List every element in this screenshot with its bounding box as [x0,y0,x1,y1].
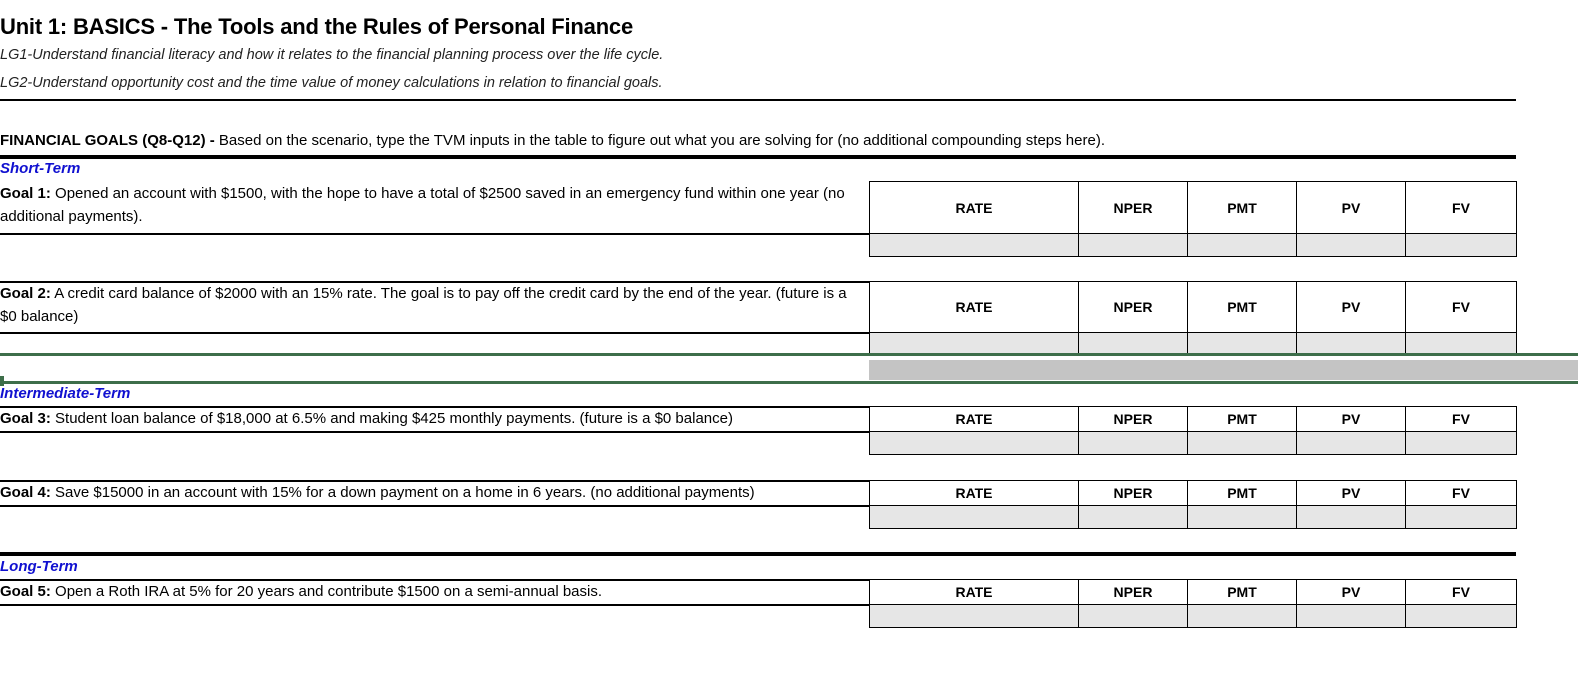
freeze-pane-line-bottom[interactable] [0,381,1578,384]
goal-1-input-rate[interactable] [870,234,1079,257]
section-divider-long [0,552,1516,556]
goal-4-input-pmt[interactable] [1188,506,1297,529]
goal-1-input-pv[interactable] [1297,234,1406,257]
goal-5-input-pmt[interactable] [1188,605,1297,628]
goal-1-label: Goal 1: [0,185,51,202]
goal-4-header-nper: NPER [1079,481,1188,506]
freeze-pane-line-top[interactable] [0,353,1578,356]
goal-4-header-pmt: PMT [1188,481,1297,506]
goal-4-label: Goal 4: [0,484,51,501]
goal-4-description[interactable] [0,481,860,504]
goal-2-header-fv: FV [1406,282,1517,333]
header-divider [0,99,1516,101]
goal-1-description[interactable] [0,182,860,228]
goal-3-description[interactable] [0,407,860,430]
goal-2-header-pmt: PMT [1188,282,1297,333]
goal-4-header-rate: RATE [870,481,1079,506]
goal-3-input-pv[interactable] [1297,432,1406,455]
page-title: Unit 1: BASICS - The Tools and the Rules of Personal Finance [0,14,634,39]
goal-2-input-fv[interactable] [1406,333,1517,354]
section-short-term: Short-Term [0,160,81,177]
goal-5-description[interactable] [0,580,860,603]
goal-2-tvm-table [869,281,1517,354]
goal-3-label: Goal 3: [0,410,51,427]
goal-5-header-pmt: PMT [1188,580,1297,605]
goal-4-input-nper[interactable] [1079,506,1188,529]
goal-2-label: Goal 2: [0,285,51,302]
goal-5-label: Goal 5: [0,583,51,600]
goal-3-header-pmt: PMT [1188,407,1297,432]
goal-3-header-pv: PV [1297,407,1406,432]
goal-5-underline [0,604,869,606]
goal-1-tvm-table [869,181,1517,257]
goal-3-text: Student loan balance of $18,000 at 6.5% and making $425 monthly payments. (future is a $0 balance) [50,410,733,427]
goal-1-underline [0,233,869,235]
goal-3-input-pmt[interactable] [1188,432,1297,455]
goal-4-input-fv[interactable] [1406,506,1517,529]
goal-4-input-rate[interactable] [870,506,1079,529]
goal-1-header-pmt: PMT [1188,182,1297,234]
learning-goal-2: LG2-Understand opportunity cost and the time value of money calculations in relation to financial goals. [0,75,663,91]
goal-1-input-nper[interactable] [1079,234,1188,257]
instructions-heading: FINANCIAL GOALS (Q8-Q12) - [0,132,215,149]
row-gap-bar [869,360,1578,380]
goal-5-header-nper: NPER [1079,580,1188,605]
goal-5-input-fv[interactable] [1406,605,1517,628]
goal-2-input-pv[interactable] [1297,333,1406,354]
goal-5-input-rate[interactable] [870,605,1079,628]
goal-3-header-rate: RATE [870,407,1079,432]
instructions [0,132,1105,149]
goal-4-header-fv: FV [1406,481,1517,506]
goal-4-text: Save $15000 in an account with 15% for a down payment on a home in 6 years. (no additional payments) [50,484,755,501]
goal-3-underline [0,431,869,433]
goal-5-header-pv: PV [1297,580,1406,605]
goal-1-input-fv[interactable] [1406,234,1517,257]
goal-2-header-rate: RATE [870,282,1079,333]
section-long-term: Long-Term [0,558,78,575]
goal-5-input-nper[interactable] [1079,605,1188,628]
goal-2-header-pv: PV [1297,282,1406,333]
learning-goal-1: LG1-Understand financial literacy and how it relates to the financial planning process over the life cycle. [0,47,664,63]
goal-1-header-fv: FV [1406,182,1517,234]
goal-1-header-pv: PV [1297,182,1406,234]
goal-5-tvm-table [869,579,1517,628]
goal-2-input-rate[interactable] [870,333,1079,354]
goal-2-text: A credit card balance of $2000 with an 15% rate. The goal is to pay off the credit card by the end of the year. (future is a $0 balance) [0,285,847,325]
goal-4-input-pv[interactable] [1297,506,1406,529]
goal-1-text: Opened an account with $1500, with the hope to have a total of $2500 saved in an emergency fund within one year (no additional payments). [0,185,845,225]
section-intermediate-term: Intermediate-Term [0,385,131,402]
goal-3-header-nper: NPER [1079,407,1188,432]
goal-4-tvm-table [869,480,1517,529]
goal-2-input-nper[interactable] [1079,333,1188,354]
goal-2-header-nper: NPER [1079,282,1188,333]
goal-3-header-fv: FV [1406,407,1517,432]
goal-5-header-rate: RATE [870,580,1079,605]
goal-2-underline [0,332,869,334]
goal-3-input-fv[interactable] [1406,432,1517,455]
goal-3-tvm-table [869,406,1517,455]
instructions-text: Based on the scenario, type the TVM inputs in the table to figure out what you are solving for (no additional compounding steps here). [214,132,1105,149]
goal-3-input-rate[interactable] [870,432,1079,455]
section-divider-top [0,155,1516,159]
goal-4-underline [0,505,869,507]
goal-1-header-rate: RATE [870,182,1079,234]
goal-5-text: Open a Roth IRA at 5% for 20 years and contribute $1500 on a semi-annual basis. [50,583,603,600]
goal-5-header-fv: FV [1406,580,1517,605]
goal-4-header-pv: PV [1297,481,1406,506]
goal-1-input-pmt[interactable] [1188,234,1297,257]
goal-3-input-nper[interactable] [1079,432,1188,455]
goal-5-input-pv[interactable] [1297,605,1406,628]
goal-1-header-nper: NPER [1079,182,1188,234]
goal-2-input-pmt[interactable] [1188,333,1297,354]
goal-2-description[interactable] [0,282,860,328]
